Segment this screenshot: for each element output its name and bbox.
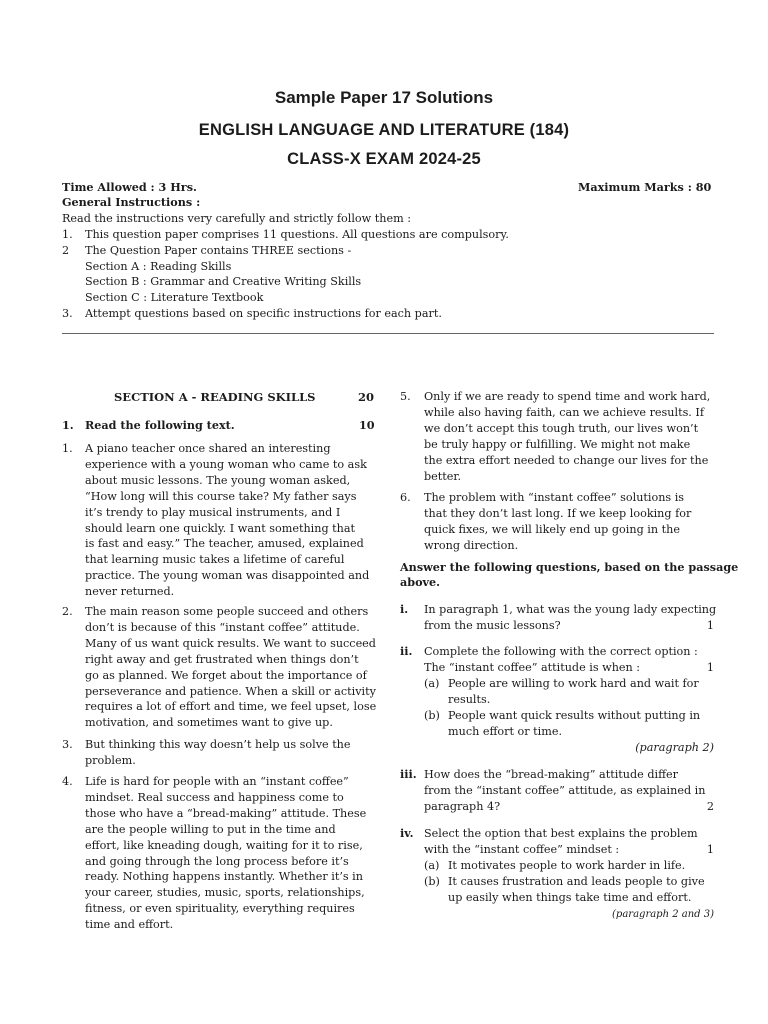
option-line: much effort or time. (448, 724, 563, 738)
section-a-heading: SECTION A - READING SKILLS (114, 390, 316, 404)
instruction-text: This question paper comprises 11 questions. All questions are compulsory. (85, 228, 509, 241)
passage-line: wrong direction. (424, 538, 519, 552)
passage-line: “How long will this course take? My father says (85, 489, 357, 503)
passage-line: right away and get frustrated when things don’t (85, 652, 359, 666)
question-line: Select the option that best explains the problem (424, 827, 698, 840)
instructions-intro: Read the instructions very carefully and strictly follow them : (62, 212, 412, 225)
question-line: from the “instant coffee” attitude, as explained in (424, 783, 706, 797)
question-line: with the “instant coffee” mindset : (424, 842, 620, 856)
passage-line: don’t is because of this “instant coffee” attitude. (85, 620, 360, 634)
passage-line: requires a lot of effort and time, we feel upset, lose (85, 700, 377, 714)
passage-line: it’s trendy to play musical instruments, and I (85, 505, 341, 519)
passage-line: But thinking this way doesn’t help us solve the (85, 738, 351, 751)
passage-line: perseverance and patience. When a skill or activity (85, 684, 376, 698)
instruction-text: Attempt questions based on specific instructions for each part. (85, 307, 442, 320)
subject-title: ENGLISH LANGUAGE AND LITERATURE (184) (198, 121, 570, 139)
passage-line: effort, like kneading dough, waiting for it to rise, (85, 838, 363, 852)
passage-line: ready. Nothing happens instantly. Whether it’s in (85, 870, 363, 884)
passage-line: motivation, and sometimes want to give up. (85, 716, 333, 730)
maximum-marks: Maximum Marks : 80 (578, 180, 712, 194)
question-marks: 1 (706, 842, 714, 856)
instruction-text: The Question Paper contains THREE sections - (85, 244, 352, 257)
passage-line: The problem with “instant coffee” solutions is (424, 491, 685, 504)
instruction-number: 3. (62, 307, 73, 320)
general-instructions-heading: General Instructions : (62, 195, 201, 209)
divider (62, 333, 714, 334)
paragraph-number: 2. (62, 605, 73, 618)
passage-line: that learning music takes a lifetime of careful (85, 553, 345, 567)
answer-prompt-line: Answer the following questions, based on the passage (400, 560, 739, 574)
page-title: Sample Paper 17 Solutions (274, 88, 494, 107)
passage-line: should learn one quickly. I want something that (85, 521, 356, 535)
passage-line: never returned. (85, 585, 175, 599)
answer-prompt-line: above. (400, 575, 441, 589)
passage-line: time and effort. (85, 918, 174, 932)
option-label: (a) (424, 858, 440, 872)
passage-line: while also having faith, can we achieve results. If (424, 405, 704, 419)
passage-line: better. (424, 469, 462, 483)
option-label: (b) (424, 708, 440, 722)
question-label: Read the following text. (85, 418, 235, 432)
passage-line: those who have a “bread-making” attitude. These (85, 806, 367, 820)
passage-line: problem. (85, 753, 136, 767)
paragraph-number: 5. (400, 390, 411, 403)
passage-line: Only if we are ready to spend time and work hard, (424, 390, 711, 403)
question-line: The “instant coffee” attitude is when : (424, 660, 641, 674)
passage-line: fitness, or even spirituality, everything requires (85, 902, 355, 916)
paragraph-number: 3. (62, 738, 73, 751)
passage-line: Many of us want quick results. We want to succeed (85, 636, 376, 650)
paragraph-number: 4. (62, 775, 73, 788)
passage-line: Life is hard for people with an “instant coffee” (85, 775, 349, 788)
option-line: It causes frustration and leads people to give (448, 874, 705, 888)
passage-line: and going through the long process before it’s (85, 854, 349, 868)
passage-line: A piano teacher once shared an interesting (85, 442, 331, 455)
option-line: People want quick results without putting in (448, 708, 701, 722)
instruction-number: 1. (62, 228, 73, 241)
passage-line: about music lessons. The young woman asked, (85, 473, 351, 487)
passage-line: be truly happy or fulfilling. We might not make (424, 437, 691, 451)
instruction-section-a: Section A : Reading Skills (85, 260, 232, 273)
passage-line: practice. The young woman was disappointed and (85, 569, 370, 583)
question-line: Complete the following with the correct option : (424, 645, 698, 658)
option-line: It motivates people to work harder in life. (448, 858, 686, 872)
option-line: People are willing to work hard and wait for (448, 676, 699, 690)
question-number: 1. (62, 418, 74, 432)
passage-line: that they don’t last long. If we keep looking for (424, 506, 692, 520)
instruction-section-c: Section C : Literature Textbook (85, 291, 264, 304)
passage-line: quick fixes, we will likely end up going in the (424, 522, 680, 536)
passage-line: are the people willing to put in the time and (85, 822, 336, 836)
time-allowed: Time Allowed : 3 Hrs. (62, 180, 197, 194)
paragraph-reference: (paragraph 2 and 3) (612, 908, 714, 920)
option-line: results. (448, 692, 491, 706)
question-marks: 1 (706, 618, 714, 632)
question-line: In paragraph 1, what was the young lady expecting (424, 603, 717, 616)
exam-title: CLASS-X EXAM 2024-25 (287, 150, 481, 168)
passage-line: go as planned. We forget about the importance of (85, 668, 367, 682)
instruction-number: 2 (62, 244, 70, 257)
option-label: (a) (424, 676, 440, 690)
question-roman-number: i. (400, 602, 409, 616)
passage-line: The main reason some people succeed and others (85, 605, 369, 618)
paragraph-number: 6. (400, 491, 411, 504)
passage-line: we don’t accept this tough truth, our lives won’t (424, 421, 699, 435)
question-roman-number: iii. (400, 767, 417, 781)
question-marks: 1 (706, 660, 714, 674)
section-a-marks: 20 (358, 390, 375, 404)
passage-line: the extra effort needed to change our lives for the (424, 453, 709, 467)
paragraph-number: 1. (62, 442, 73, 455)
question-marks: 10 (359, 418, 375, 432)
question-roman-number: iv. (400, 826, 414, 840)
option-line: up easily when things take time and effort. (448, 890, 692, 904)
passage-line: your career, studies, music, sports, relationships, (85, 886, 365, 900)
option-label: (b) (424, 874, 440, 888)
question-line: paragraph 4? (424, 799, 501, 813)
passage-line: experience with a young woman who came to ask (85, 457, 367, 471)
passage-line: mindset. Real success and happiness come to (85, 790, 344, 804)
paragraph-reference: (paragraph 2) (635, 741, 714, 755)
question-line: from the music lessons? (424, 618, 561, 632)
question-line: How does the “bread-making” attitude differ (424, 768, 678, 781)
instruction-section-b: Section B : Grammar and Creative Writing Skills (85, 275, 362, 288)
question-roman-number: ii. (400, 644, 413, 658)
passage-line: is fast and easy.” The teacher, amused, explained (85, 537, 364, 551)
question-marks: 2 (706, 799, 714, 813)
